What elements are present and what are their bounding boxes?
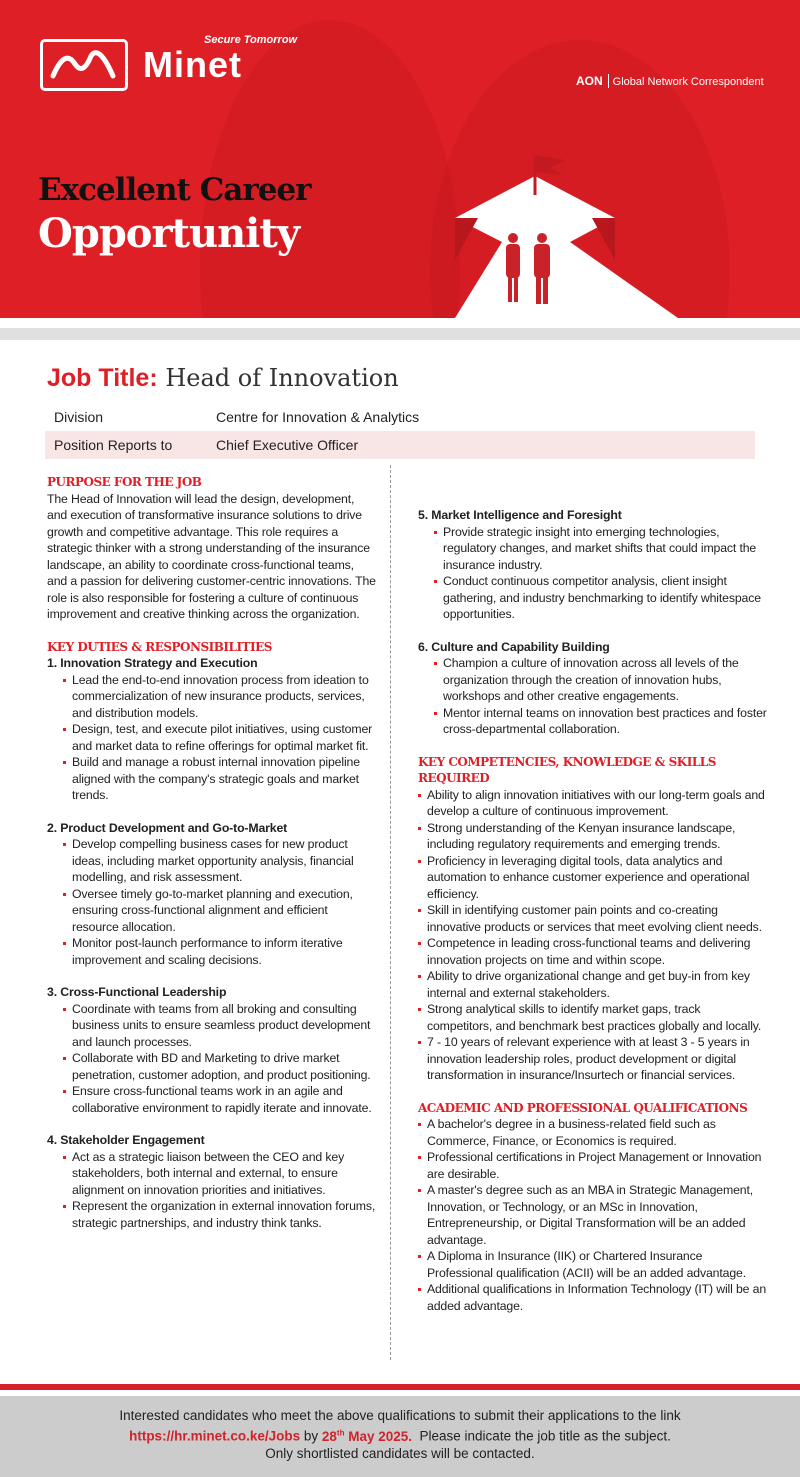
footer-line3: Only shortlisted candidates will be contacted. (265, 1445, 535, 1461)
bullet-item: Ability to drive organizational change and get buy-in from key internal and external stakeholders. (418, 968, 768, 1001)
duties-heading: KEY DUTIES & RESPONSIBILITIES (47, 639, 272, 654)
duty-group-title: 5. Market Intelligence and Foresight (418, 508, 622, 522)
aon-text: Global Network Correspondent (612, 76, 764, 88)
duty-list (47, 672, 377, 804)
apply-link[interactable]: https://hr.minet.co.ke/Jobs (129, 1428, 301, 1444)
bullet-item: Lead the end-to-end innovation process from ideation to commercialization of new insurance products, services, and distribution models. (63, 672, 377, 722)
bullet-item: Mentor internal teams on innovation best practices and foster cross-departmental collaboration. (434, 705, 768, 738)
bullet-item: Represent the organization in external innovation forums, strategic partnerships, and industry think tanks. (63, 1198, 377, 1231)
date-day: 28 (321, 1428, 337, 1444)
bullet-item: Competence in leading cross-functional teams and delivering innovation projects on time and within scope. (418, 935, 768, 968)
purpose-text: The Head of Innovation will lead the design, development, and execution of transformative insurance solutions to drive growth and competitive advantage. This role requires a strategic thinker with a strong understanding of the insurance landscape, an ability to coordinate cross-functional teams, and a passion for delivering customer-centric innovations. The role is also responsible for fostering a culture of continuous improvement and creative thinking across the organization. (47, 491, 376, 621)
bullet-item: 7 - 10 years of relevant experience with at least 3 - 5 years in innovation leadership roles, product development or digital transformation in insurance/Insurtech or financial services. (418, 1034, 768, 1084)
bullet-item: A bachelor's degree in a business-related field such as Commerce, Finance, or Economics is required. (418, 1116, 768, 1149)
bullet-item: Skill in identifying customer pain points and co-creating innovative products or services that meet evolving client needs. (418, 902, 768, 935)
bullet-item: Conduct continuous competitor analysis, client insight gathering, and industry benchmarking to identify whitespace opportunities. (434, 573, 768, 623)
application-footer (0, 1396, 800, 1477)
job-title (47, 364, 399, 393)
bullet-item: Develop compelling business cases for new product ideas, including market opportunity analysis, financial modelling, and risk assessment. (63, 836, 377, 886)
job-title-label: Job Title: (47, 364, 158, 392)
duty-list (418, 524, 768, 623)
date-suffix: th (336, 1428, 345, 1437)
date-rest: May 2025. (344, 1428, 413, 1444)
job-title-value: Head of Innovation (165, 364, 399, 392)
right-column (418, 507, 768, 1314)
left-column (47, 474, 377, 1247)
job-info-table (45, 403, 755, 459)
bullet-item: Ensure cross-functional teams work in an agile and collaborative environment to rapidly iterate and innovate. (63, 1083, 377, 1116)
footer-line2 (0, 1424, 800, 1445)
bullet-item: A master's degree such as an MBA in Strategic Management, Innovation, or Technology, or an MSc in Innovation, Entrepreneurship, or Digital Transformation will be an added advantage. (418, 1182, 768, 1248)
info-key: Position Reports to (54, 437, 173, 453)
footer-by: by (300, 1428, 322, 1444)
arrow-path-illustration-icon (380, 150, 700, 318)
bullet-item: Act as a strategic liaison between the CEO and key stakeholders, both internal and external, to ensure alignment on innovation priorities and initiatives. (63, 1149, 377, 1199)
bullet-item: Additional qualifications in Information Technology (IT) will be an added advantage. (418, 1281, 768, 1314)
duty-group-title: 4. Stakeholder Engagement (47, 1133, 205, 1147)
headline-line2: Opportunity (38, 210, 300, 257)
bullet-item: Proficiency in leveraging digital tools, data analytics and automation to enhance customer experience and operational efficiency. (418, 853, 768, 903)
footer-red-bar (0, 1384, 800, 1390)
bullet-item: Coordinate with teams from all broking and consulting business units to ensure seamless product development and launch processes. (63, 1001, 377, 1051)
duty-group-title: 2. Product Development and Go-to-Market (47, 820, 288, 835)
bullet-item: Professional certifications in Project Management or Innovation are desirable. (418, 1149, 768, 1182)
aon-logo: AON (576, 74, 609, 88)
aon-correspondent (576, 74, 764, 88)
bullet-item: Build and manage a robust internal innovation pipeline aligned with the company's strategic goals and market trends. (63, 754, 377, 804)
bullet-item: Champion a culture of innovation across all levels of the organization through the creation of innovation hubs, workshops and other creative engagements. (434, 655, 768, 705)
deadline-date (322, 1429, 412, 1444)
qualifications-heading: ACADEMIC AND PROFESSIONAL QUALIFICATIONS (418, 1100, 748, 1115)
brand-name: Minet (143, 44, 242, 85)
headline-line1: Excellent Career (38, 172, 311, 208)
competencies-heading: KEY COMPETENCIES, KNOWLEDGE & SKILLS REQUIRED (418, 754, 716, 785)
bullet-item: Oversee timely go-to-market planning and execution, ensuring cross-functional alignment and efficient resource allocation. (63, 886, 377, 936)
info-row-reports-to (45, 431, 755, 459)
tagline: Secure Tomorrow (204, 34, 298, 46)
footer-line1: Interested candidates who meet the above qualifications to submit their applications to the link (119, 1408, 681, 1423)
column-divider (390, 465, 391, 1360)
bullet-item: Provide strategic insight into emerging technologies, regulatory changes, and market shifts that could impact the insurance industry. (434, 524, 768, 574)
info-value: Chief Executive Officer (216, 437, 359, 453)
hero-banner (0, 0, 800, 318)
duty-list (47, 1149, 377, 1232)
duty-list (418, 655, 768, 738)
duty-list (47, 836, 377, 968)
info-row-division (45, 403, 755, 431)
minet-logo-icon (40, 39, 128, 91)
duty-list (47, 1001, 377, 1117)
duty-group-title: 1. Innovation Strategy and Execution (47, 656, 258, 670)
bullet-item: Strong understanding of the Kenyan insurance landscape, including regulatory requirements and emerging trends. (418, 820, 768, 853)
info-value: Centre for Innovation & Analytics (216, 409, 420, 425)
bullet-item: Ability to align innovation initiatives with our long-term goals and develop a culture of continuous improvement. (418, 787, 768, 820)
info-key: Division (54, 409, 104, 425)
footer-subject-note: Please indicate the job title as the subject. (412, 1428, 671, 1444)
bullet-item: Collaborate with BD and Marketing to drive market penetration, customer adoption, and product positioning. (63, 1050, 377, 1083)
bullet-item: Design, test, and execute pilot initiatives, using customer and market data to refine offerings for optimal market fit. (63, 721, 377, 754)
divider-band (0, 328, 800, 340)
bullet-item: Strong analytical skills to identify market gaps, track competitors, and benchmark best practices globally and locally. (418, 1001, 768, 1034)
bullet-item: A Diploma in Insurance (IIK) or Chartered Insurance Professional qualification (ACII) will be an added advantage. (418, 1248, 768, 1281)
bullet-item: Monitor post-launch performance to inform iterative improvement and scaling decisions. (63, 935, 377, 968)
duty-group-title: 6. Culture and Capability Building (418, 639, 610, 654)
duty-group-title: 3. Cross-Functional Leadership (47, 985, 227, 999)
purpose-heading: PURPOSE FOR THE JOB (47, 475, 202, 489)
